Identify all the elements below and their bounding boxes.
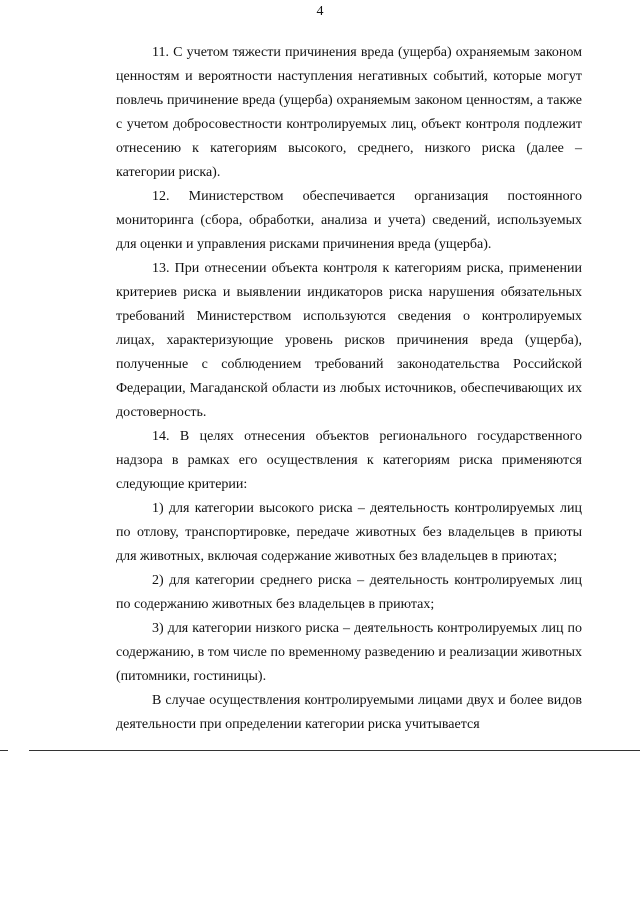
criteria-item-high-risk: 1) для категории высокого риска – деятельность контролируемых лиц по отлову, транспортировке, передаче животных без владельцев в приюты для животных, включая содержание животных без владельцев в приютах;: [116, 501, 582, 564]
paragraph-11: 11. С учетом тяжести причинения вреда (ущерба) охраняемым законом ценностям и вероятности наступления негативных событий, которые могут повлечь причинение вреда (ущерба) охраняемым законом ценностям, а также с учетом добросовестности контролируемых лиц, объект контроля подлежит отнесению к категориям высокого, среднего, низкого риска (далее – категории риска).: [116, 45, 582, 180]
paragraph-multiple-activities: В случае осуществления контролируемыми лицами двух и более видов деятельности при определении категории риска учитывается: [116, 693, 582, 732]
paragraph-12: 12. Министерством обеспечивается организация постоянного мониторинга (сбора, обработки, анализа и учета) сведений, используемых для оценки и управления рисками причинения вреда (ущерба).: [116, 189, 582, 252]
page-break-rule-left: [0, 750, 8, 751]
criteria-item-low-risk: 3) для категории низкого риска – деятельность контролируемых лиц по содержанию, в том числе по временному разведению и реализации животных (питомники, гостиницы).: [116, 621, 582, 684]
paragraph-14: 14. В целях отнесения объектов регионального государственного надзора в рамках его осуществления к категориям риска применяются следующие критерии:: [116, 429, 582, 492]
document-body: [116, 41, 582, 737]
page-number: 4: [316, 4, 324, 19]
page-break-rule: [29, 750, 640, 751]
criteria-item-medium-risk: 2) для категории среднего риска – деятельность контролируемых лиц по содержанию животных без владельцев в приютах;: [116, 573, 582, 612]
paragraph-13: 13. При отнесении объекта контроля к категориям риска, применении критериев риска и выявлении индикаторов риска нарушения обязательных требований Министерством используются сведения о контролируемых лицах, характеризующие уровень рисков причинения вреда (ущерба), полученные с соблюдением требований законодательства Российской Федерации, Магаданской области из любых источников, обеспечивающих их достоверность.: [116, 261, 582, 420]
